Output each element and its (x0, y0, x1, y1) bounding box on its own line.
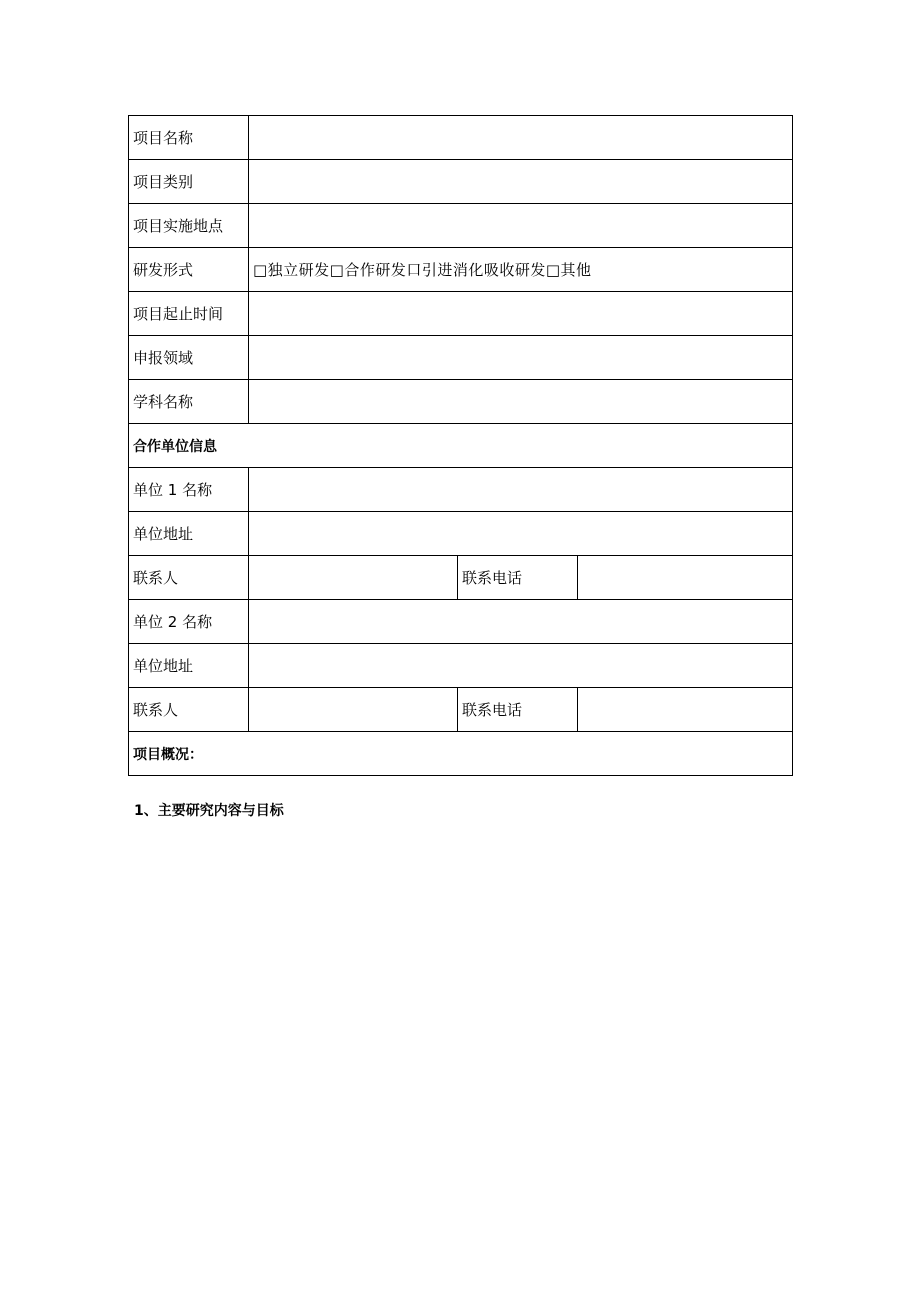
row-partner1-contact (129, 556, 793, 600)
discipline-field[interactable] (249, 380, 793, 424)
project-name-field[interactable] (249, 116, 793, 160)
row-apply-field (129, 336, 793, 380)
project-application-form (128, 115, 793, 776)
row-project-name (129, 116, 793, 160)
partner1-name-label: 单位 1 名称 (129, 468, 249, 512)
row-partner-section (129, 424, 793, 468)
row-partner2-address (129, 644, 793, 688)
project-period-field[interactable] (249, 292, 793, 336)
discipline-label: 学科名称 (129, 380, 249, 424)
apply-field-field[interactable] (249, 336, 793, 380)
partner1-address-label: 单位地址 (129, 512, 249, 556)
partner2-address-field[interactable] (249, 644, 793, 688)
project-category-field[interactable] (249, 160, 793, 204)
partner2-phone-label: 联系电话 (458, 688, 578, 732)
row-project-category (129, 160, 793, 204)
row-partner1-name (129, 468, 793, 512)
project-period-label: 项目起止时间 (129, 292, 249, 336)
project-location-label: 项目实施地点 (129, 204, 249, 248)
partner2-phone-field[interactable] (578, 688, 793, 732)
row-partner2-name (129, 600, 793, 644)
apply-field-label: 申报领域 (129, 336, 249, 380)
partner2-name-field[interactable] (249, 600, 793, 644)
row-discipline (129, 380, 793, 424)
partner1-contact-label: 联系人 (129, 556, 249, 600)
project-location-field[interactable] (249, 204, 793, 248)
rd-form-label: 研发形式 (129, 248, 249, 292)
research-content-heading: 1、主要研究内容与目标 (134, 803, 284, 819)
partner2-contact-field[interactable] (249, 688, 458, 732)
partner-section-title: 合作单位信息 (129, 424, 793, 468)
row-rd-form (129, 248, 793, 292)
row-partner2-contact (129, 688, 793, 732)
partner2-contact-label: 联系人 (129, 688, 249, 732)
partner1-phone-field[interactable] (578, 556, 793, 600)
row-partner1-address (129, 512, 793, 556)
overview-title: 项目概况： (129, 732, 793, 776)
row-overview (129, 732, 793, 776)
partner1-address-field[interactable] (249, 512, 793, 556)
project-category-label: 项目类别 (129, 160, 249, 204)
partner1-contact-field[interactable] (249, 556, 458, 600)
partner2-name-label: 单位 2 名称 (129, 600, 249, 644)
row-project-location (129, 204, 793, 248)
partner1-phone-label: 联系电话 (458, 556, 578, 600)
row-project-period (129, 292, 793, 336)
partner1-name-field[interactable] (249, 468, 793, 512)
rd-form-options[interactable]: □独立研发□合作研发口引进消化吸收研发□其他 (249, 248, 793, 292)
partner2-address-label: 单位地址 (129, 644, 249, 688)
project-name-label: 项目名称 (129, 116, 249, 160)
